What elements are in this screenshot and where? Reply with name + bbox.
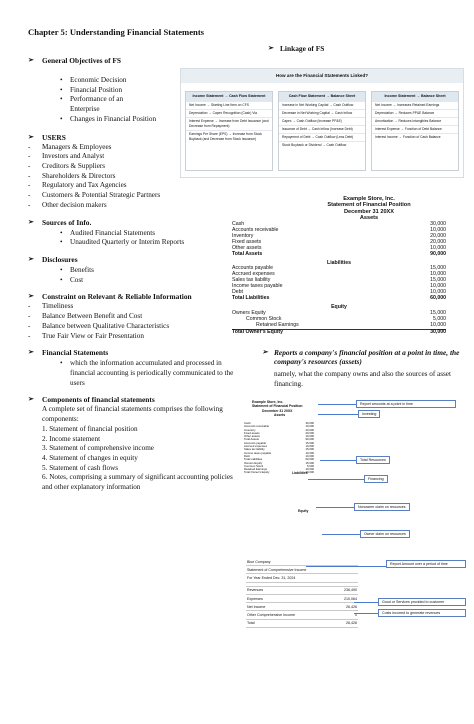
income-row <box>246 611 358 619</box>
income-label: Expenses <box>247 596 263 601</box>
list-item: - Timeliness <box>28 302 238 312</box>
bs-section: Liabilities <box>327 259 351 266</box>
income-value <box>336 558 358 566</box>
constraint-list <box>28 302 238 341</box>
annotated-balance-sheet <box>238 396 464 548</box>
mini-row: Total Liabilities 60,000 <box>244 457 314 462</box>
list-item: - True Fair View or Fair Presentation <box>28 332 238 342</box>
bs-value: 15,000 <box>430 265 446 272</box>
list-item: • Economic Decision <box>28 76 238 86</box>
box-row: Repayment of Debt → Cash Outflow (Less Debt) <box>279 133 365 141</box>
callout: Nonowner claim on resources <box>354 503 410 511</box>
callout: Good or Services provided to customer <box>378 598 466 606</box>
income-value: 26,426 <box>346 621 357 626</box>
list-item: - Creditors & Suppliers <box>28 162 238 172</box>
bs-label: Accrued expenses <box>232 271 275 278</box>
bs-value: 10,000 <box>430 289 446 296</box>
income-table <box>246 558 358 628</box>
box-row: Decrease in Net Working Capital → Cash Inflow <box>279 109 365 117</box>
list-item: • Changes in Financial Position <box>28 115 160 125</box>
income-value: 210,064 <box>344 596 357 601</box>
list-item: • Benefits <box>28 266 238 276</box>
income-statement <box>246 558 462 658</box>
list-item: - Investors and Analyst <box>28 152 238 162</box>
bs-label: Fixed assets <box>232 238 262 245</box>
income-label: Statement of Comprehensive Income <box>247 567 307 572</box>
callout: Report amounts at a point in time <box>356 400 456 408</box>
income-label: Other Comprehensive Income <box>247 612 295 617</box>
bs-value: 60,000 <box>430 295 446 302</box>
bs-value: 90,000 <box>430 250 446 257</box>
list-item: - Shareholders & Directors <box>28 172 238 182</box>
bs-value: 10,000 <box>430 322 446 329</box>
mini-row: Common Stock 5,000 <box>244 463 314 468</box>
bs-label: Inventory <box>232 232 254 239</box>
income-value: 236,490 <box>344 588 357 593</box>
diagram-label: Example Store, Inc. <box>252 400 284 404</box>
box-row: Capex → Cash Outflow (Increase PP&E) <box>279 117 365 125</box>
fs-list <box>28 359 238 388</box>
list-item: 2. Income statement <box>42 434 101 443</box>
bs-label: Owners Equity <box>232 310 266 317</box>
callout: Total Resources <box>356 456 390 464</box>
box-row: Interest Income → Function of Cash Balance <box>372 133 458 141</box>
components-intro: A complete set of financial statements comprises the following components: <box>42 405 223 424</box>
disclosures-list <box>28 266 238 285</box>
diagram-label: Liabilities <box>292 471 308 475</box>
diagram-label: Assets <box>274 413 286 418</box>
sources-heading: ➢ Sources of Info. <box>28 218 238 228</box>
bs-label: Accounts payable <box>232 265 273 272</box>
linkage-title: How are the Financial Statements Linked? <box>181 69 463 83</box>
balance-sheet <box>232 196 446 336</box>
mini-row: Income taxes payable 10,000 <box>244 450 314 455</box>
bs-value: 15,000 <box>430 310 446 317</box>
list-item: • Cost <box>28 276 238 286</box>
linkage-heading: ➢ Linkage of FS <box>268 44 324 53</box>
list-item: 4. Statement of changes in equity <box>42 454 138 463</box>
callout: Investing <box>358 410 380 418</box>
bs-value: 10,000 <box>430 283 446 290</box>
callout: Owner claim on resources <box>360 530 410 538</box>
bs-value: 5,000 <box>433 316 446 323</box>
income-row <box>246 574 358 582</box>
list-item: • Unaudited Quarterly or Interim Reports <box>28 238 238 248</box>
list-item: - Regulatory and Tax Agencies <box>28 181 238 191</box>
income-row <box>246 586 358 594</box>
bs-value: 10,000 <box>430 271 446 278</box>
linkage-box <box>371 91 459 171</box>
bs-label: Total Owner's Equity <box>232 329 284 336</box>
bs-label: Accounts receivable <box>232 226 279 233</box>
components-list <box>28 425 237 493</box>
bs-date: December 31 20XX <box>343 208 395 215</box>
bs-assets-label: Assets <box>359 215 379 222</box>
bs-company: Example Store, Inc. <box>343 196 395 202</box>
income-row <box>246 603 358 611</box>
mini-row: Accounts receivable 10,000 <box>244 424 314 429</box>
box-title: Income Statement → Balance Sheet <box>372 92 458 101</box>
list-item: - Managers & Employees <box>28 143 238 153</box>
page-title: Chapter 5: Understanding Financial Statements <box>28 27 205 37</box>
diagram-label: December 31 20XX <box>262 408 293 413</box>
mini-row: Sales tax liability 15,000 <box>244 447 314 452</box>
income-label: For Year Ended Dec. 31, 2024 <box>247 575 296 580</box>
bs-value: 30,000 <box>430 220 446 227</box>
mini-row: Inventory 20,000 <box>244 427 314 432</box>
bs-table <box>232 222 446 336</box>
income-label: Blue Company <box>247 559 271 564</box>
bs-label: Cash <box>232 220 245 227</box>
components-heading: ➢ Components of financial statements <box>28 395 238 405</box>
sources-list <box>28 229 238 248</box>
income-row <box>246 594 358 602</box>
list-item: - Customers & Potential Strategic Partners <box>28 191 238 201</box>
box-row: Increase in Net Working Capital → Cash Outflow <box>279 101 365 109</box>
diagram-label: Statement of Financial Position <box>252 404 303 409</box>
list-item: 3. Statement of comprehensive income <box>42 444 154 453</box>
list-item: 5. Statement of cash flows <box>42 463 119 472</box>
bs-label: Common Stock <box>246 316 282 323</box>
box-row: Depreciation → Reduces PP&E Balance <box>372 109 458 117</box>
bs-value: 30,000 <box>430 329 446 336</box>
list-item: - Other decision makers <box>28 201 238 211</box>
list-item: 1. Statement of financial position <box>42 424 138 433</box>
income-value: 0 <box>355 612 357 617</box>
bs-label: Income taxes payable <box>232 283 283 290</box>
bs-label: Total Liabilities <box>232 295 270 302</box>
mini-row: Fixed assets 20,000 <box>244 430 314 435</box>
mini-row: Accrued expenses 10,000 <box>244 444 314 449</box>
box-title: Income Statement → Cash Flow Statement <box>186 92 272 101</box>
mini-row: Total Owner's Equity 30,000 <box>244 470 314 475</box>
income-row <box>246 619 358 627</box>
mini-row: Owners Equity 15,000 <box>244 460 314 465</box>
mini-row: Debt 10,000 <box>244 453 314 458</box>
mini-row: Retained Earnings 10,000 <box>244 467 314 472</box>
diagram-label: Equity <box>298 509 309 513</box>
linkage-diagram <box>180 68 464 178</box>
list-item: - Balance Between Benefit and Cost <box>28 312 238 322</box>
fs-heading: ➢ Financial Statements <box>28 348 238 358</box>
bs-statement: Statement of Financial Position <box>327 202 411 209</box>
callout: Costs incurred to generate revenues <box>378 609 466 617</box>
box-row: Stock Buyback or Dividend → Cash Outflow <box>279 141 365 149</box>
linkage-box <box>278 91 366 171</box>
income-label: Revenues <box>247 588 264 593</box>
bs-section: Equity <box>331 304 347 311</box>
income-label: Net Income <box>247 604 266 609</box>
list-item: 6. Notes, comprising a summary of significant accounting policies and other explanatory information <box>42 473 233 492</box>
callout: Report Amount over a period of time <box>386 560 466 568</box>
disclosures-heading: ➢ Disclosures <box>28 255 238 265</box>
list-item: • Performance of an Enterprise <box>28 95 140 114</box>
callout: Financing <box>364 475 388 483</box>
bs-value: 20,000 <box>430 238 446 245</box>
linkage-box <box>185 91 273 171</box>
bs-value: 20,000 <box>430 232 446 239</box>
mini-row: Accounts payable 15,000 <box>244 440 314 445</box>
bs-label: Total Assets <box>232 250 263 257</box>
bs-value: 10,000 <box>430 226 446 233</box>
reports-bold: ➢ Reports a company's financial position at a point in time, the company's resources (assets) <box>262 348 474 366</box>
constraint-heading: ➢ Constraint on Relevant & Reliable Information <box>28 292 212 302</box>
box-row: Interest Expense → Increase from Debt Issuance (and Decrease from Repayment) <box>186 117 272 130</box>
income-value <box>336 574 358 582</box>
reports-text: namely, what the company owns and also the sources of asset financing. <box>274 370 451 388</box>
box-row: Interest Expense → Function of Debt Balance <box>372 125 458 133</box>
bs-value: 10,000 <box>430 244 446 251</box>
box-title: Cash Flow Statement → Balance Sheet <box>279 92 365 101</box>
income-value: 26,426 <box>346 604 357 609</box>
income-label: Total <box>247 621 255 626</box>
bs-label: Retained Earnings <box>256 322 299 329</box>
mini-row: Cash 30,000 <box>244 421 314 425</box>
list-item: - Balance between Qualitative Characteristics <box>28 322 238 332</box>
box-row: Issuance of Debt → Cash Inflow (Increase Debt) <box>279 125 365 133</box>
list-item: • Audited Financial Statements <box>28 229 238 239</box>
bs-label: Sales tax liability <box>232 277 271 284</box>
list-item: • Financial Position <box>28 86 238 96</box>
box-row: Net Income → Increases Retained Earnings <box>372 101 458 109</box>
income-row <box>246 558 358 566</box>
mini-row: Other assets 10,000 <box>244 434 314 439</box>
bs-value: 15,000 <box>430 277 446 284</box>
box-row: Earnings Per Share (EPS) → Increase from Stock Buyback (and Decrease from Stock Issuance) <box>186 130 272 143</box>
users-heading: ➢ USERS <box>28 133 238 143</box>
fs-description: • which the information accumulated and processed in financial accounting is periodically communicated to the users <box>28 359 240 388</box>
bs-label: Other assets <box>232 244 262 251</box>
mini-row: Total Assets 90,000 <box>244 437 314 442</box>
objectives-heading: ➢ General Objectives of FS <box>28 56 238 66</box>
box-row: Amortization → Reduces Intangibles Balance <box>372 117 458 125</box>
bs-label: Debt <box>232 289 243 296</box>
mini-lines <box>244 422 314 475</box>
box-row: Net Income → Starting Line Item on CFS <box>186 101 272 109</box>
box-row: Depreciation → Capex Recognition (Cash) Via <box>186 109 272 117</box>
bs-row <box>232 330 446 336</box>
